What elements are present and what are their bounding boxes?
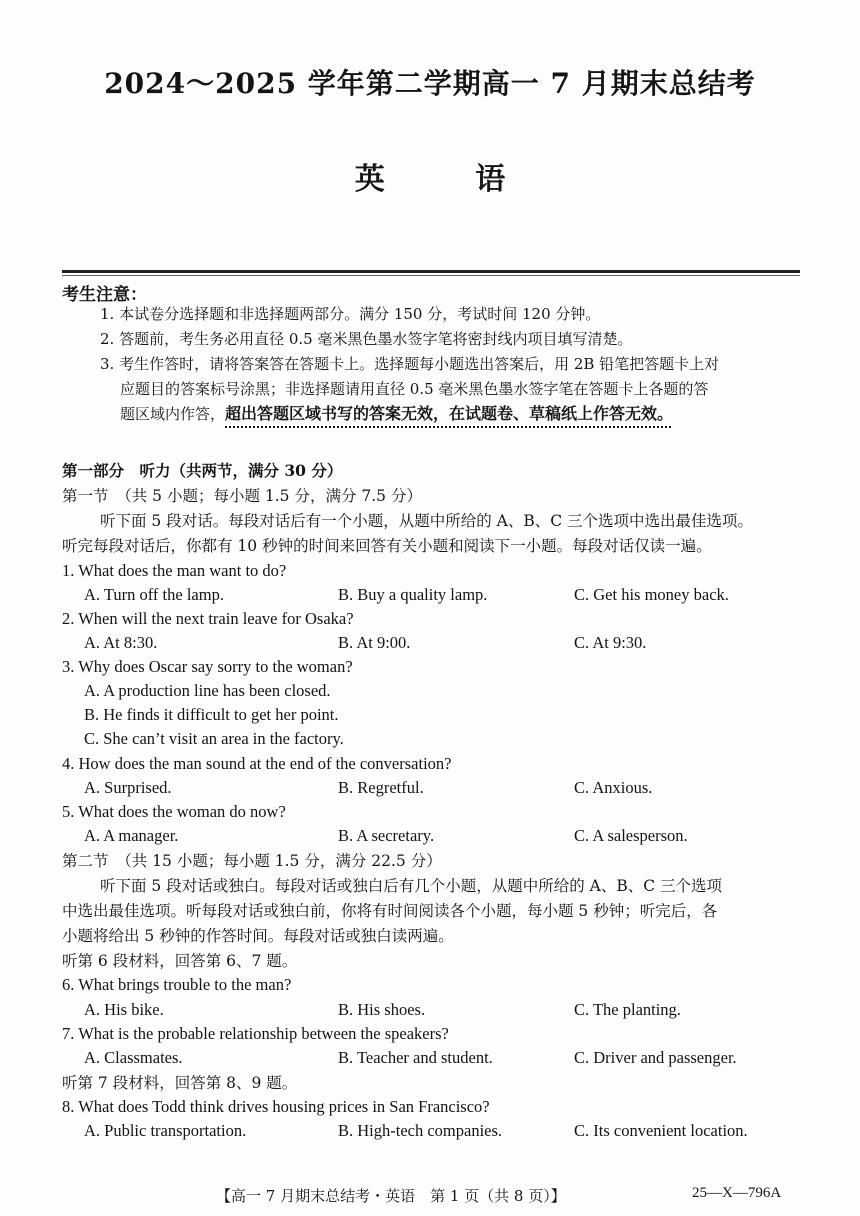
section1-instructions-line-2: 听完每段对话后，你都有 10 秒钟的时间来回答有关小题和阅读下一小题。每段对话仅读一遍。 <box>62 537 712 555</box>
section1-instructions-line-1: 听下面 5 段对话。每段对话后有一个小题，从题中所给的 A、B、C 三个选项中选出最佳选项。 <box>100 512 754 530</box>
footer-page-info: 【高一 7 月期末总结考・英语 第 1 页（共 8 页）】 <box>216 1187 566 1205</box>
question-4-option-a: A. Surprised. <box>84 778 172 797</box>
question-7-option-a: A. Classmates. <box>84 1048 183 1067</box>
question-5-option-c: C. A salesperson. <box>574 826 688 845</box>
question-7-option-c: C. Driver and passenger. <box>574 1048 737 1067</box>
notice-item-1: 1. 本试卷分选择题和非选择题两部分。满分 150 分，考试时间 120 分钟。 <box>100 305 601 323</box>
question-7-stem: 7. What is the probable relationship between the speakers? <box>62 1024 449 1043</box>
question-8-option-b: B. High-tech companies. <box>338 1121 503 1140</box>
section2-title: 第二节 （共 15 小题；每小题 1.5 分，满分 22.5 分） <box>62 852 442 870</box>
section1-title: 第一节 （共 5 小题；每小题 1.5 分，满分 7.5 分） <box>62 487 422 505</box>
question-3-stem: 3. Why does Oscar say sorry to the woman? <box>62 657 353 676</box>
question-3-option-a: A. A production line has been closed. <box>84 681 331 700</box>
part1-title: 第一部分 听力（共两节，满分 30 分） <box>62 461 343 480</box>
question-4-option-c: C. Anxious. <box>574 778 653 797</box>
notice-item-3-line-2: 应题目的答案标号涂黑；非选择题请用直径 0.5 毫米黑色墨水签字笔在答题卡上各题的答 <box>120 380 709 398</box>
header-rule-thin <box>62 275 800 276</box>
question-6-stem: 6. What brings trouble to the man? <box>62 975 292 994</box>
question-2-option-c: C. At 9:30. <box>574 633 647 652</box>
question-1-stem: 1. What does the man want to do? <box>62 561 287 580</box>
question-1-option-b: B. Buy a quality lamp. <box>338 585 488 604</box>
notice-item-3-line-3-text: 题区域内作答， <box>120 405 226 423</box>
section2-instructions-line-3: 小题将给出 5 秒钟的作答时间。每段对话或独白读两遍。 <box>62 927 454 945</box>
question-4-stem: 4. How does the man sound at the end of the conversation? <box>62 754 452 773</box>
question-6-option-c: C. The planting. <box>574 1000 681 1019</box>
question-5-stem: 5. What does the woman do now? <box>62 802 286 821</box>
question-2-option-a: A. At 8:30. <box>84 633 158 652</box>
question-1-option-c: C. Get his money back. <box>574 585 729 604</box>
question-4-option-b: B. Regretful. <box>338 778 424 797</box>
question-8-option-c: C. Its convenient location. <box>574 1121 748 1140</box>
question-5-option-a: A. A manager. <box>84 826 179 845</box>
subject-title: 英 语 <box>354 162 546 197</box>
question-6-option-b: B. His shoes. <box>338 1000 426 1019</box>
question-5-option-b: B. A secretary. <box>338 826 435 845</box>
question-8-stem: 8. What does Todd think drives housing prices in San Francisco? <box>62 1097 490 1116</box>
notice-item-3: 3. 考生作答时，请将答案答在答题卡上。选择题每小题选出答案后，用 2B 铅笔把答题卡上对 <box>100 355 720 373</box>
question-7-option-b: B. Teacher and student. <box>338 1048 493 1067</box>
material-7-instruction: 听第 7 段材料，回答第 8、9 题。 <box>62 1074 298 1092</box>
exam-title: 2024～2025 学年第二学期高一 7 月期末总结考 <box>104 67 756 100</box>
footer-exam-code: 25—X—796A <box>692 1185 782 1201</box>
question-6-option-a: A. His bike. <box>84 1000 164 1019</box>
question-3-option-b: B. He finds it difficult to get her point. <box>84 705 339 724</box>
header-rule-thick <box>62 270 800 273</box>
section2-instructions-line-2: 中选出最佳选项。听每段对话或独白前，你将有时间阅读各个小题，每小题 5 秒钟；听完后，各 <box>62 902 718 920</box>
section2-instructions-line-1: 听下面 5 段对话或独白。每段对话或独白后有几个小题，从题中所给的 A、B、C 三个选项 <box>100 877 723 895</box>
notice-item-2: 2. 答题前，考生务必用直径 0.5 毫米黑色墨水签字笔将密封线内项目填写清楚。 <box>100 330 633 348</box>
material-6-instruction: 听第 6 段材料，回答第 6、7 题。 <box>62 952 298 970</box>
notice-heading: 考生注意： <box>62 285 147 305</box>
question-8-option-a: A. Public transportation. <box>84 1121 247 1140</box>
question-2-stem: 2. When will the next train leave for Osaka? <box>62 609 354 628</box>
notice-emphasis: 超出答题区域书写的答案无效，在试题卷、草稿纸上作答无效。 <box>225 404 674 423</box>
question-2-option-b: B. At 9:00. <box>338 633 411 652</box>
question-1-option-a: A. Turn off the lamp. <box>84 585 224 604</box>
notice-item-3-line-3 <box>120 404 673 424</box>
question-3-option-c: C. She can’t visit an area in the factory. <box>84 729 344 748</box>
